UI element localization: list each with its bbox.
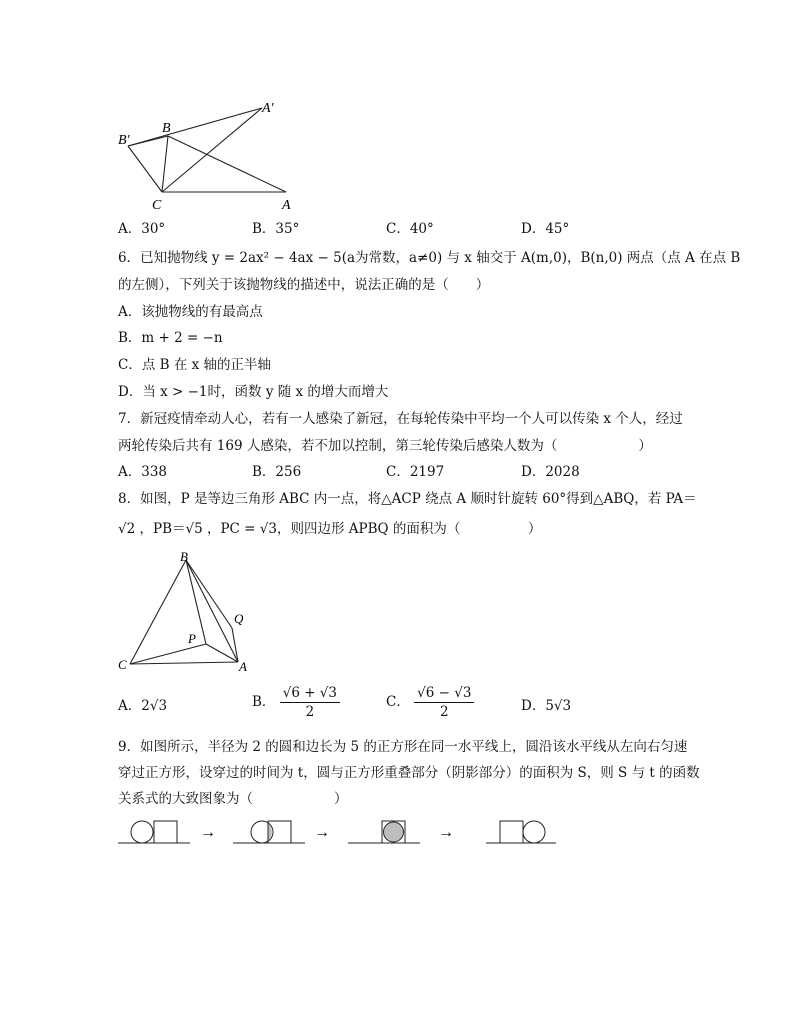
label-b: B bbox=[162, 121, 171, 136]
q8-stem-line2: √2 ，PB＝√5 ，PC = √3，则四边形 APBQ 的面积为（ ） bbox=[118, 521, 542, 537]
frame-2 bbox=[233, 821, 305, 843]
q8-option-c-denominator: 2 bbox=[439, 704, 449, 720]
segment-b-a bbox=[168, 136, 286, 192]
q8-option-c bbox=[386, 684, 474, 721]
q5-option-a: A．30° bbox=[118, 221, 166, 237]
arrow-2: → bbox=[314, 824, 330, 841]
q8-option-b-numerator: √6 + √3 bbox=[280, 684, 340, 703]
segment-b-c bbox=[130, 560, 186, 664]
label-b: B bbox=[180, 549, 188, 564]
q8-option-d: D．5√3 bbox=[521, 698, 572, 714]
arrow-1: → bbox=[200, 824, 216, 841]
label-a: A bbox=[239, 659, 247, 674]
square-4 bbox=[500, 821, 523, 843]
q5-option-c: C．40° bbox=[386, 221, 434, 237]
q7-stem-line1: 7．新冠疫情牵动人心，若有一人感染了新冠，在每轮传染中平均一个人可以传染 x 个人，经过 bbox=[118, 411, 683, 427]
q6-stem-line1: 6．已知抛物线 y = 2ax² − 4ax − 5(a为常数，a≠0) 与 x 轴交于 A(m,0)，B(n,0) 两点（点 A 在点 B bbox=[118, 250, 741, 266]
label-q: Q bbox=[234, 611, 244, 626]
q5-option-d: D．45° bbox=[521, 221, 570, 237]
q8-option-c-fraction bbox=[414, 684, 474, 721]
label-c: C bbox=[152, 198, 162, 213]
label-a-prime: A′ bbox=[262, 101, 274, 116]
circle-4 bbox=[523, 821, 545, 843]
q7-option-b: B．256 bbox=[252, 464, 302, 480]
q8-option-a: A．2√3 bbox=[118, 698, 168, 714]
q7-option-d: D．2028 bbox=[521, 464, 580, 480]
q7-option-a: A．338 bbox=[118, 464, 168, 480]
segment-bprime-c bbox=[128, 146, 162, 192]
circle-3 bbox=[384, 822, 404, 842]
q9-stem-line1: 9．如图所示，半径为 2 的圆和边长为 5 的正方形在同一水平线上，圆沿该水平线从左向右匀速 bbox=[118, 739, 688, 755]
q8-option-c-prefix: C． bbox=[386, 694, 410, 710]
q8-option-c-numerator: √6 − √3 bbox=[414, 684, 474, 703]
frame-4 bbox=[486, 821, 556, 843]
label-b-prime: B′ bbox=[118, 133, 130, 148]
q8-option-b-fraction bbox=[280, 684, 340, 721]
q5-option-b: B．35° bbox=[252, 221, 300, 237]
q6-stem-line2: 的左侧），下列关于该抛物线的描述中，说法正确的是（ ） bbox=[118, 277, 490, 293]
figure-circle-square-sequence bbox=[116, 812, 566, 850]
segment-b-c bbox=[162, 136, 168, 192]
q9-stem-line2: 穿过正方形，设穿过的时间为 t，圆与正方形重叠部分（阴影部分）的面积为 S，则 S 与 t 的函数 bbox=[118, 765, 700, 781]
q8-option-b-prefix: B． bbox=[252, 694, 276, 710]
q6-option-b: B．m + 2 = −n bbox=[118, 330, 223, 346]
q9-stem-line3: 关系式的大致图象为（ ） bbox=[118, 791, 348, 807]
label-p: P bbox=[188, 631, 196, 646]
q8-stem-line1: 8．如图，P 是等边三角形 ABC 内一点，将△ACP 绕点 A 顺时针旋转 60°得到△ABQ，若 PA＝ bbox=[118, 491, 697, 507]
q7-option-c: C．2197 bbox=[386, 464, 445, 480]
label-a: A bbox=[282, 198, 291, 213]
frame-3 bbox=[348, 821, 420, 843]
segment-c-p bbox=[130, 644, 206, 664]
q6-option-c: C．点 B 在 x 轴的正半轴 bbox=[118, 357, 272, 373]
q8-option-b bbox=[252, 684, 340, 721]
figure-rotation-triangles bbox=[112, 92, 302, 214]
q8-option-b-denominator: 2 bbox=[305, 704, 315, 720]
circle-1 bbox=[131, 821, 153, 843]
segment-b-q bbox=[186, 560, 232, 628]
label-c: C bbox=[118, 657, 127, 672]
square-1 bbox=[154, 821, 177, 843]
segment-c-a bbox=[130, 662, 238, 664]
segment-c-aprime bbox=[162, 108, 262, 192]
q6-option-d: D．当 x > −1时，函数 y 随 x 的增大而增大 bbox=[118, 384, 389, 400]
frame-1 bbox=[118, 821, 190, 843]
segment-bprime-aprime bbox=[128, 108, 262, 146]
q6-option-a: A．该抛物线的有最高点 bbox=[118, 304, 263, 320]
figure-equilateral-triangle bbox=[114, 548, 264, 676]
q7-stem-line2: 两轮传染后共有 169 人感染，若不加以控制，第三轮传染后感染人数为（ ） bbox=[118, 438, 652, 454]
arrow-3: → bbox=[438, 824, 454, 841]
